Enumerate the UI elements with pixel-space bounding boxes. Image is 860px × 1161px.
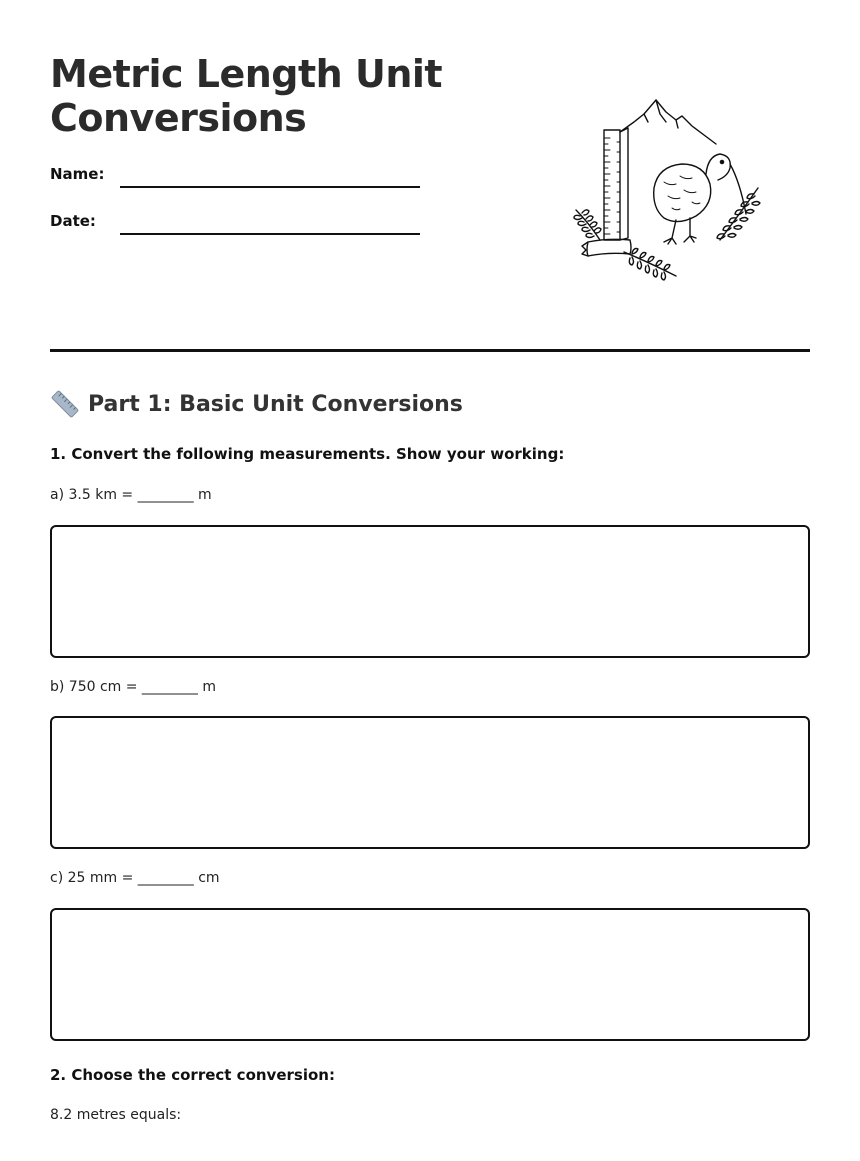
date-label: Date: — [50, 212, 96, 230]
ruler-icon — [50, 389, 80, 419]
question-1a-working-box[interactable] — [50, 525, 810, 658]
question-1-heading: 1. Convert the following measurements. Show your working: — [50, 445, 565, 463]
header-divider — [50, 349, 810, 352]
question-1b-prompt: b) 750 cm = ________ m — [50, 679, 217, 695]
part1-title: Part 1: Basic Unit Conversions — [88, 391, 463, 417]
date-field[interactable] — [120, 233, 420, 235]
question-1c-prompt: c) 25 mm = ________ cm — [50, 870, 220, 886]
ruler-kiwi-mountain-illustration — [568, 92, 764, 288]
question-2-heading: 2. Choose the correct conversion: — [50, 1066, 335, 1084]
part1-heading — [50, 388, 463, 420]
question-2-stem: 8.2 metres equals: — [50, 1107, 182, 1123]
question-1b-working-box[interactable] — [50, 716, 810, 849]
question-1c-working-box[interactable] — [50, 908, 810, 1041]
name-field[interactable] — [120, 186, 420, 188]
name-label: Name: — [50, 165, 105, 183]
worksheet-title: Metric Length Unit Conversions — [50, 52, 443, 140]
question-1a-prompt: a) 3.5 km = ________ m — [50, 487, 212, 503]
